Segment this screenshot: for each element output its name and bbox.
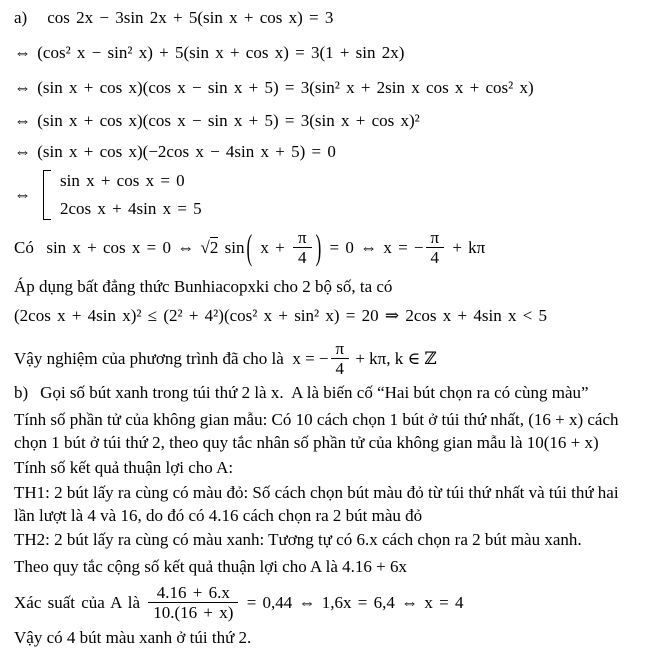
fraction-numerator: π bbox=[430, 228, 440, 247]
part-b-conclusion bbox=[14, 626, 642, 649]
sine-argument-pre: x + bbox=[254, 238, 291, 257]
part-b-setup: Gọi số bút xanh trong túi thứ 2 là x. A là biến cố “Hai bút chọn ra có cùng màu” bbox=[40, 383, 589, 402]
system-cases bbox=[60, 169, 202, 220]
sine-label: sin bbox=[218, 238, 245, 257]
fraction-numerator: 4.16 + 6.x bbox=[156, 583, 230, 602]
case1-solution-line bbox=[14, 228, 642, 267]
favorable-count-intro bbox=[14, 456, 642, 479]
part-a-label: a) bbox=[14, 8, 28, 27]
system-case-2: 2cos x + 4sin x = 5 bbox=[60, 199, 202, 218]
part-b-conclusion-text: Vậy có 4 bút màu xanh ở túi thứ 2. bbox=[14, 628, 252, 647]
equiv-step-3 bbox=[14, 109, 642, 132]
fraction-pi-over-4-c bbox=[329, 339, 352, 378]
fraction-denominator: 4 bbox=[331, 358, 350, 378]
sample-space-text: Tính số phần tử của không gian mẫu: Có 10 cách chọn 1 bút ở túi thứ nhất, (16 + x) cách chọn 1 bút ở túi thứ 2, theo quy tắc nhân số phần tử của không gian mẫu là 10(16 + x) bbox=[14, 410, 623, 452]
sqrt-argument: 2 bbox=[209, 238, 219, 257]
probability-post: = 0,44 ⇔ 1,6x = 6,4 ⇔ x = 4 bbox=[240, 593, 464, 612]
case1-solution-mid: = 0 ⇔ x = − bbox=[323, 238, 424, 257]
solution-system bbox=[14, 169, 642, 220]
equiv-step-3-text: ⇔ (sin x + cos x)(cos x − sin x + 5) = 3(sin x + cos x)² bbox=[14, 111, 420, 130]
equiv-step-4 bbox=[14, 140, 642, 163]
system-case-1: sin x + cos x = 0 bbox=[60, 171, 185, 190]
case-blue-paragraph bbox=[14, 528, 642, 551]
equiv-step-4-text: ⇔ (sin x + cos x)(−2cos x − 4sin x + 5) = 0 bbox=[14, 142, 336, 161]
bunhiacopxki-inequality bbox=[14, 304, 642, 327]
bunhiacopxki-intro bbox=[14, 275, 642, 298]
fraction-numerator: π bbox=[335, 339, 345, 358]
fraction-denominator: 10.(16 + x) bbox=[148, 602, 238, 622]
part-b-label: b) bbox=[14, 383, 29, 402]
sqrt-radical-icon bbox=[201, 236, 219, 259]
left-paren-icon: ( bbox=[246, 227, 253, 268]
case1-solution-pre: Có sin x + cos x = 0 ⇔ bbox=[14, 238, 201, 257]
equiv-step-2 bbox=[14, 76, 642, 99]
part-a-conclusion-post: + kπ, k ∈ ℤ bbox=[351, 349, 437, 368]
case-red-paragraph bbox=[14, 481, 642, 527]
case-blue-text: TH2: 2 bút lấy ra cùng có màu xanh: Tương tự có 6.x cách chọn ra 2 bút màu xanh. bbox=[14, 530, 582, 549]
case1-solution-post: + kπ bbox=[446, 238, 486, 257]
probability-fraction bbox=[146, 583, 240, 622]
part-b-item bbox=[14, 381, 642, 404]
fraction-denominator: 4 bbox=[293, 247, 312, 267]
part-a-item bbox=[14, 6, 642, 29]
part-a-conclusion bbox=[14, 339, 642, 378]
fraction-pi-over-4-b bbox=[424, 228, 447, 267]
original-equation: cos 2x − 3sin 2x + 5(sin x + cos x) = 3 bbox=[47, 8, 334, 27]
part-a-conclusion-pre: Vậy nghiệm của phương trình đã cho là x = − bbox=[14, 349, 329, 368]
fraction-numerator: π bbox=[297, 228, 307, 247]
sample-space-paragraph bbox=[14, 408, 642, 454]
case-red-text: TH1: 2 bút lấy ra cùng có màu đỏ: Số cách chọn bút màu đỏ từ túi thứ nhất và túi thứ hai lần lượt là 4 và 16, do đó có 4.16 cách chọn ra 2 bút màu đỏ bbox=[14, 483, 623, 525]
equiv-step-1-text: ⇔ (cos² x − sin² x) + 5(sin x + cos x) = 3(1 + sin 2x) bbox=[14, 43, 405, 62]
probability-pre: Xác suất của A là bbox=[14, 593, 147, 612]
sum-rule-line bbox=[14, 555, 642, 578]
equiv-step-2-text: ⇔ (sin x + cos x)(cos x − sin x + 5) = 3(sin² x + 2sin x cos x + cos² x) bbox=[14, 78, 534, 97]
sqrt-symbol: √ bbox=[200, 238, 210, 257]
fraction-pi-over-4-a bbox=[291, 228, 314, 267]
fraction-denominator: 4 bbox=[426, 247, 445, 267]
favorable-count-intro-text: Tính số kết quả thuận lợi cho A: bbox=[14, 458, 234, 477]
bunhiacopxki-intro-text: Áp dụng bất đẳng thức Bunhiacopxki cho 2 bộ số, ta có bbox=[14, 277, 393, 296]
equiv-arrow: ⇔ bbox=[14, 185, 31, 204]
probability-line bbox=[14, 583, 642, 622]
bunhiacopxki-inequality-text: (2cos x + 4sin x)² ≤ (2² + 4²)(cos² x + sin² x) = 20 ⇒ 2cos x + 4sin x < 5 bbox=[14, 306, 548, 325]
right-paren-icon: ) bbox=[315, 227, 322, 268]
equiv-step-1 bbox=[14, 41, 642, 64]
sum-rule-text: Theo quy tắc cộng số kết quả thuận lợi cho A là 4.16 + 6x bbox=[14, 557, 407, 576]
left-square-bracket-icon bbox=[43, 170, 51, 220]
